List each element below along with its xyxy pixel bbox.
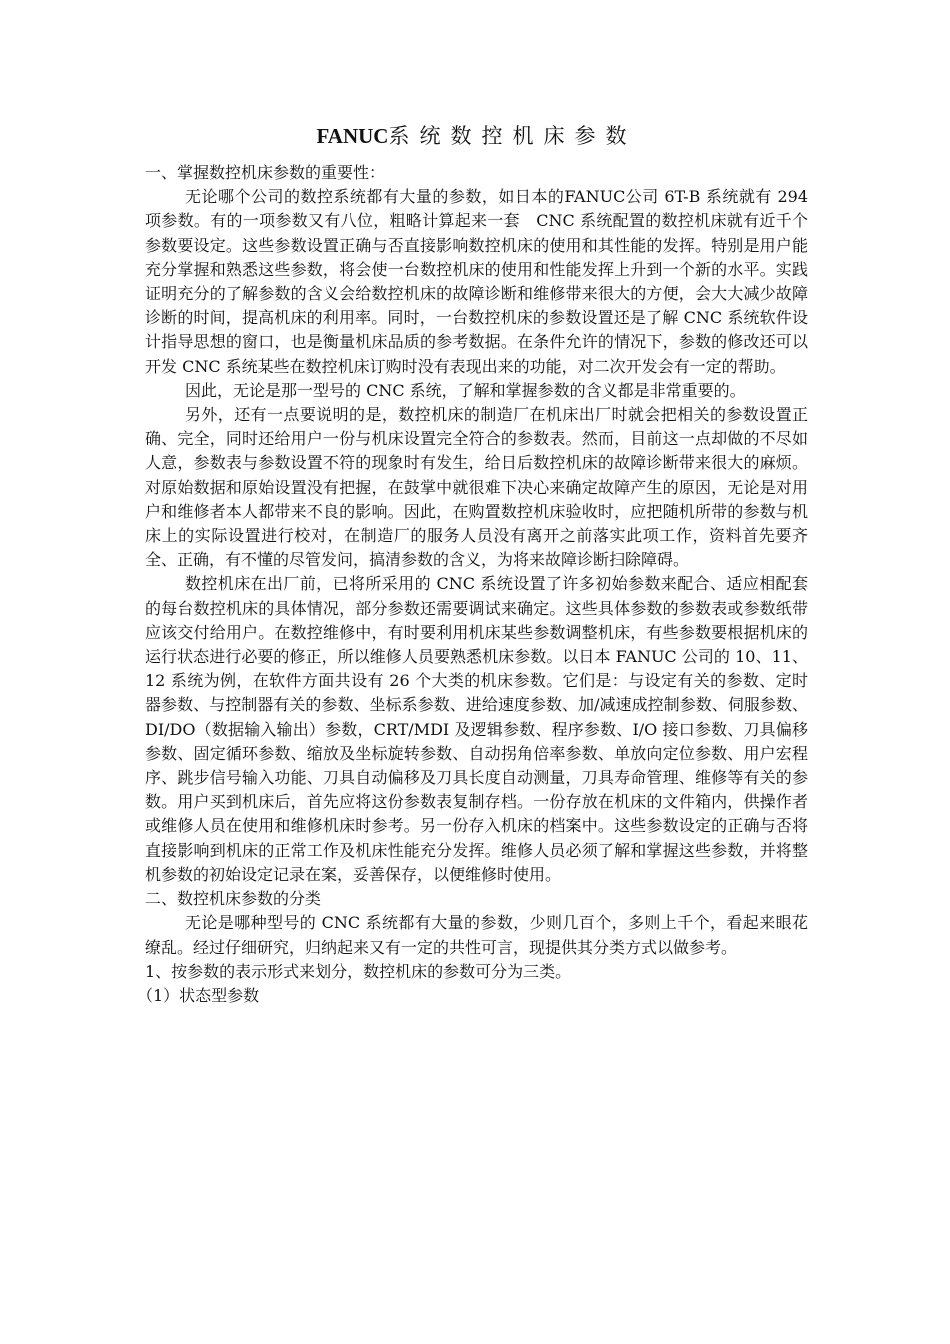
section-heading-1: 一、掌握数控机床参数的重要性：	[145, 163, 386, 182]
document-body	[137, 161, 808, 1008]
title-cjk-part: 系统数控机床参数	[388, 124, 637, 148]
paragraph: 另外，还有一点要说明的是，数控机床的制造厂在机床出厂时就会把相关的参数设置正确、完全，同时还给用户一份与机床设置完全符合的参数表。然而，目前这一点却做的不尽如人意，参数表与参数设置不符的现象时有发生，给日后数控机床的故障诊断带来很大的麻烦。对原始数据和原始设置没有把握，在鼓掌中就很难下决心来确定故障产生的原因，无论是对用户和维修者本人都带来不良的影响。因此，在购置数控机床验收时，应把随机所带的参数与机床上的实际设置进行校对，在制造厂的服务人员没有离开之前落实此项工作，资料首先要齐全、正确，有不懂的尽管发问，搞清参数的含义，为将来故障诊断扫除障碍。	[145, 405, 808, 570]
paragraph: 无论哪个公司的数控系统都有大量的参数，如日本的FANUC公司 6T-B 系统就有 294 项参数。有的一项参数又有八位，粗略计算起来一套 CNC 系统配置的数控机床就有近千个参数要设定。这些参数设置正确与否直接影响数控机床的使用和其性能的发挥。特别是用户能充分掌握和熟悉这些参数，将会使一台数控机床的使用和性能发挥上升到一个新的水平。实践证明充分的了解参数的含义会给数控机床的故障诊断和维修带来很大的方便，会大大减少故障诊断的时间，提高机床的利用率。同时，一台数控机床的参数设置还是了解 CNC 系统软件设计指导思想的窗口，也是衡量机床品质的参考数据。在条件允许的情况下，参数的修改还可以开发 CNC 系统某些在数控机床订购时没有表现出来的功能，对二次开发会有一定的帮助。	[145, 187, 808, 376]
paragraph: 数控机床在出厂前，已将所采用的 CNC 系统设置了许多初始参数来配合、适应相配套的每台数控机床的具体情况，部分参数还需要调试来确定。这些具体参数的参数表或参数纸带应该交付给用户。在数控维修中，有时要利用机床某些参数调整机床，有些参数要根据机床的运行状态进行必要的修正，所以维修人员要熟悉机床参数。以日本 FANUC 公司的 10、11、12 系统为例，在软件方面共设有 26 个大类的机床参数。它们是：与设定有关的参数、定时器参数、与控制器有关的参数、坐标系参数、进给速度参数、加/减速成控制参数、伺服参数、DI/DO（数据输入输出）参数，CRT/MDI 及逻辑参数、程序参数、I/O 接口参数、刀具偏移参数、固定循环参数、缩放及坐标旋转参数、自动拐角倍率参数、单放向定位参数、用户宏程序、跳步信号输入功能、刀具自动偏移及刀具长度自动测量，刀具寿命管理、维修等有关的参数。用户买到机床后，首先应将这份参数表复制存档。一份存放在机床的文件箱内，供操作者或维修人员在使用和维修机床时参考。另一份存入机床的档案中。这些参数设定的正确与否将直接影响到机床的正常工作及机床性能充分发挥。维修人员必须了解和掌握这些参数，并将整机参数的初始设定记录在案，妥善保存，以便维修时使用。	[145, 574, 808, 884]
paragraph: 因此，无论是那一型号的 CNC 系统，了解和掌握参数的含义都是非常重要的。	[185, 380, 746, 400]
section-heading-2: 二、数控机床参数的分类	[145, 889, 322, 909]
paragraph: 无论是哪种型号的 CNC 系统都有大量的参数，少则几百个，多则上千个，看起来眼花缭乱。经过仔细研究，归纳起来又有一定的共性可言，现提供其分类方式以做参考。	[145, 913, 808, 957]
document-title	[145, 122, 808, 150]
subsection-heading: 1、按参数的表示形式来划分，数控机床的参数可分为三类。	[145, 961, 572, 981]
title-latin-part: FANUC	[316, 124, 389, 148]
list-item-heading: （1）状态型参数	[137, 985, 260, 1005]
